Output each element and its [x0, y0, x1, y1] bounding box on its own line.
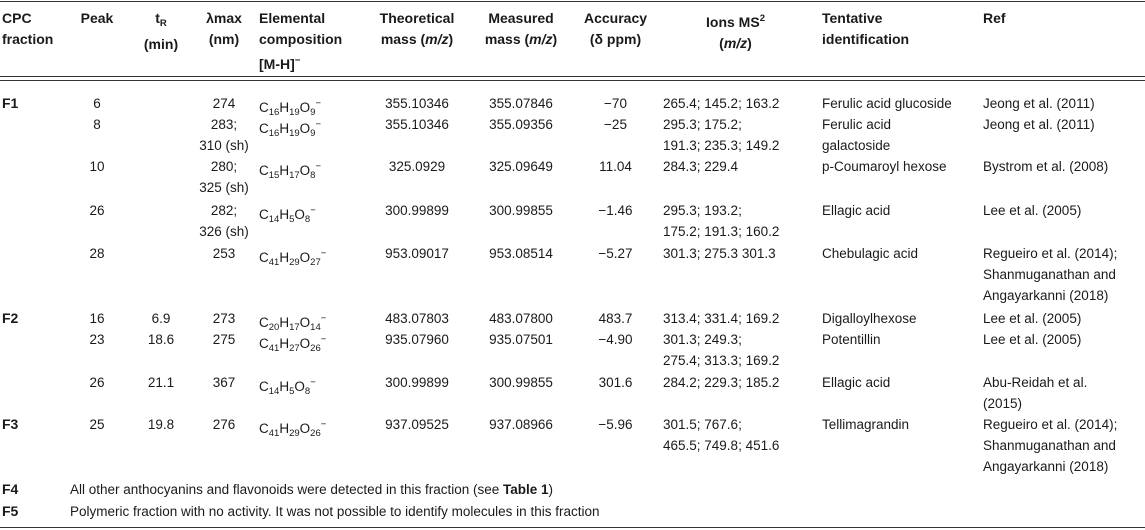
identification-cell	[822, 329, 978, 350]
theoretical-mass-cell	[371, 200, 463, 221]
reference-cell	[983, 329, 1143, 350]
formula-count: 29	[289, 428, 300, 439]
note-fraction	[2, 501, 64, 522]
accuracy-cell	[572, 200, 659, 221]
measured-mass-cell-line: 953.08514	[489, 246, 553, 261]
lambda-max-cell-line: 273	[212, 311, 236, 326]
formula-count: 17	[289, 322, 300, 333]
peak-cell-line: 16	[89, 311, 105, 326]
lambda-max-cell-line: 282;	[210, 203, 238, 218]
ions-ms2-cell	[663, 114, 808, 156]
ions-ms2-cell	[663, 200, 808, 242]
formula-element: C	[259, 250, 269, 265]
theoretical-mass-cell-line: 953.09017	[385, 246, 449, 261]
formula-charge: −	[315, 161, 322, 172]
reference-cell-line: Lee et al. (2005)	[983, 203, 1082, 218]
cpc-fraction	[2, 414, 64, 435]
header-ref	[983, 8, 1143, 29]
lambda-max-cell-line: 253	[212, 246, 236, 261]
identification-cell	[822, 156, 978, 177]
retention-time-cell-line: 19.8	[147, 417, 175, 432]
peak-cell	[66, 200, 128, 221]
header-peak	[66, 8, 128, 29]
formula-count: 14	[268, 214, 280, 225]
header-rule	[0, 76, 1145, 77]
formula-element: H	[279, 100, 290, 115]
retention-time-cell	[130, 308, 192, 329]
formula-charge: −	[320, 248, 327, 259]
formula-cell	[259, 114, 369, 144]
formula-count: 8	[304, 214, 311, 225]
formula-count: 26	[310, 343, 321, 354]
ions-ms2-cell	[663, 372, 808, 393]
header-lambda	[194, 8, 254, 50]
measured-mass-cell-line: 937.08966	[489, 417, 553, 432]
ions-ms2-cell-line: 265.4; 145.2; 163.2	[663, 96, 780, 111]
formula-cell	[259, 329, 369, 359]
formula-count: 17	[289, 170, 300, 181]
peak-cell	[66, 329, 128, 350]
identification-cell-line: galactoside	[822, 138, 891, 153]
peak-cell-line: 10	[89, 159, 105, 174]
reference-cell-line: Abu-Reidah et al.	[983, 375, 1088, 390]
measured-mass-cell-line: 300.99855	[489, 203, 553, 218]
formula-charge: −	[320, 313, 327, 324]
peak-cell	[66, 156, 128, 177]
retention-time-cell-line: 6.9	[151, 311, 171, 326]
reference-cell	[983, 372, 1143, 414]
ions-ms2-cell-line: 284.3; 229.4	[663, 159, 739, 174]
measured-mass-cell-line: 325.09649	[489, 159, 553, 174]
note-fraction-line: F5	[2, 503, 19, 519]
ions-ms2-cell	[663, 414, 808, 456]
header-text: fraction	[2, 31, 54, 47]
header-text: (nm)	[208, 31, 240, 47]
bottom-rule	[0, 527, 1145, 528]
reference-cell	[983, 156, 1143, 177]
header-text-italic: m/z	[529, 31, 553, 47]
cpc-fraction-line: F1	[2, 95, 19, 111]
ions-ms2-cell-line: 301.3; 275.3 301.3	[663, 246, 776, 261]
formula-charge: −	[320, 334, 327, 345]
peak-cell-line: 23	[89, 332, 105, 347]
ions-ms2-cell	[663, 93, 808, 114]
formula-count: 14	[268, 386, 280, 397]
accuracy-cell	[572, 156, 659, 177]
measured-mass-cell	[475, 372, 567, 393]
ions-ms2-cell-line: 301.3; 249.3;	[663, 332, 742, 347]
formula-element: H	[279, 379, 290, 394]
note-text	[70, 501, 599, 522]
formula-element: O	[294, 207, 305, 222]
theoretical-mass-cell	[371, 156, 463, 177]
retention-time-cell-line: 18.6	[147, 332, 175, 347]
peak-cell-line: 26	[89, 203, 105, 218]
formula-element: O	[299, 250, 311, 265]
identification-cell-line: Ellagic acid	[822, 203, 891, 218]
formula-count: 8	[310, 170, 316, 181]
formula-cell	[259, 243, 369, 273]
ions-ms2-cell-line: 295.3; 175.2;	[663, 117, 742, 132]
theoretical-mass-cell	[371, 114, 463, 135]
formula-count: 14	[310, 322, 321, 333]
formula-element: O	[299, 163, 311, 178]
reference-cell	[983, 243, 1143, 306]
theoretical-mass-cell-line: 355.10346	[385, 96, 449, 111]
measured-mass-cell	[475, 329, 567, 350]
formula-count: 16	[268, 128, 280, 139]
header-ions	[663, 8, 808, 54]
theoretical-mass-cell-line: 483.07803	[385, 311, 449, 326]
identification-cell-line: Chebulagic acid	[822, 246, 919, 261]
accuracy-cell-line: −5.27	[598, 246, 633, 261]
note-text-tail: )	[548, 482, 554, 497]
identification-cell-line: Ferulic acid glucoside	[822, 96, 952, 111]
formula-charge: −	[310, 205, 316, 216]
lambda-max-cell	[194, 156, 254, 198]
ions-ms2-cell-line: 295.3; 193.2;	[663, 203, 742, 218]
accuracy-cell-line: −5.96	[598, 417, 633, 432]
reference-cell-line: Shanmuganathan and	[983, 267, 1116, 282]
accuracy-cell-line: −70	[604, 96, 627, 111]
formula-charge: −	[310, 377, 316, 388]
measured-mass-cell-line: 355.07846	[489, 96, 553, 111]
ions-ms2-cell	[663, 308, 808, 329]
peak-cell	[66, 372, 128, 393]
reference-cell	[983, 308, 1143, 329]
lambda-max-cell-line: 325 (sh)	[199, 180, 249, 195]
header-text: identification	[822, 31, 910, 47]
reference-cell-line: (2015)	[983, 396, 1023, 411]
formula-count: 19	[289, 128, 300, 139]
reference-cell-line: Regueiro et al. (2014);	[983, 246, 1118, 261]
header-accuracy	[572, 8, 659, 50]
accuracy-cell-line: −1.46	[598, 203, 633, 218]
formula-count: 41	[268, 257, 280, 268]
lambda-max-cell-line: 276	[212, 417, 236, 432]
formula-charge: −	[320, 419, 327, 430]
lambda-max-cell-line: 326 (sh)	[199, 224, 249, 239]
formula-count: 27	[310, 257, 321, 268]
reference-cell-line: Shanmuganathan and	[983, 438, 1116, 453]
measured-mass-cell	[475, 414, 567, 435]
ions-ms2-cell	[663, 243, 808, 264]
header-text: )	[448, 31, 454, 47]
header-superscript: −	[294, 55, 301, 66]
header-text: Ref	[983, 10, 1006, 26]
formula-cell	[259, 372, 369, 402]
theoretical-mass-cell	[371, 93, 463, 114]
header-text-italic: m/z	[425, 31, 449, 47]
accuracy-cell-line: 483.7	[598, 311, 633, 326]
formula-element: O	[299, 121, 311, 136]
formula-element: C	[259, 421, 269, 436]
formula-element: O	[299, 100, 311, 115]
header-text: λmax	[206, 10, 242, 26]
peak-cell-line: 6	[93, 96, 101, 111]
formula-count: 9	[310, 107, 316, 118]
reference-cell-line: Jeong et al. (2011)	[983, 96, 1095, 111]
measured-mass-cell	[475, 114, 567, 135]
formula-element: H	[279, 315, 290, 330]
reference-cell	[983, 414, 1143, 477]
accuracy-cell	[572, 243, 659, 264]
retention-time-cell	[130, 372, 192, 393]
identification-cell	[822, 372, 978, 393]
header-superscript: 2	[759, 13, 765, 24]
measured-mass-cell	[475, 243, 567, 264]
ions-ms2-cell	[663, 156, 808, 177]
lambda-max-cell-line: 367	[212, 375, 236, 390]
formula-element: C	[259, 121, 269, 136]
formula-element: O	[299, 421, 311, 436]
top-rule	[0, 1, 1145, 2]
identification-cell	[822, 308, 978, 329]
identification-cell	[822, 93, 978, 114]
peak-cell	[66, 243, 128, 264]
theoretical-mass-cell-line: 935.07960	[385, 332, 449, 347]
identification-cell-line: Digalloylhexose	[822, 311, 917, 326]
header-text: (	[719, 35, 724, 51]
cpc-fraction-line: F2	[2, 310, 19, 326]
formula-element: H	[279, 336, 290, 351]
reference-cell	[983, 93, 1143, 114]
identification-cell-line: Potentillin	[822, 332, 881, 347]
accuracy-cell-line: −4.90	[598, 332, 633, 347]
identification-cell	[822, 414, 978, 435]
accuracy-cell-line: 301.6	[598, 375, 633, 390]
ions-ms2-cell-line: 275.4; 313.3; 169.2	[663, 353, 780, 368]
header-text: composition	[259, 31, 343, 47]
theoretical-mass-cell-line: 300.99899	[385, 203, 449, 218]
header-text: Elemental	[259, 10, 326, 26]
formula-cell	[259, 414, 369, 444]
measured-mass-cell	[475, 308, 567, 329]
identification-cell-line: p-Coumaroyl hexose	[822, 159, 947, 174]
formula-element: O	[299, 315, 311, 330]
lambda-max-cell	[194, 414, 254, 435]
measured-mass-cell-line: 935.07501	[489, 332, 553, 347]
accuracy-cell	[572, 414, 659, 435]
retention-time-cell	[130, 329, 192, 350]
header-text: t	[155, 10, 160, 26]
ions-ms2-cell-line: 284.2; 229.3; 185.2	[663, 375, 780, 390]
theoretical-mass-cell	[371, 329, 463, 350]
peak-cell	[66, 114, 128, 135]
reference-cell	[983, 114, 1143, 135]
theoretical-mass-cell-line: 937.09525	[385, 417, 449, 432]
header-text: mass (	[484, 31, 530, 47]
formula-count: 19	[289, 107, 300, 118]
formula-count: 8	[304, 386, 311, 397]
accuracy-cell-line: −25	[604, 117, 627, 132]
formula-charge: −	[315, 119, 322, 130]
peak-cell	[66, 414, 128, 435]
reference-cell-line: Jeong et al. (2011)	[983, 117, 1095, 132]
header-text: mass (	[380, 31, 426, 47]
header-text: [M-H]	[259, 56, 295, 72]
theoretical-mass-cell-line: 355.10346	[385, 117, 449, 132]
ions-ms2-cell-line: 465.5; 749.8; 451.6	[663, 438, 780, 453]
formula-count: 9	[310, 128, 316, 139]
formula-charge: −	[315, 98, 322, 109]
note-text	[70, 479, 553, 500]
theoretical-mass-cell-line: 325.0929	[388, 159, 446, 174]
peak-cell	[66, 308, 128, 329]
formula-element: H	[279, 121, 290, 136]
identification-cell	[822, 243, 978, 264]
measured-mass-cell-line: 300.99855	[489, 375, 553, 390]
cpc-fraction	[2, 93, 64, 114]
formula-element: O	[294, 379, 305, 394]
lambda-max-cell-line: 280;	[210, 159, 238, 174]
header-cpc-fraction	[2, 8, 64, 50]
retention-time-cell-line: 21.1	[147, 375, 175, 390]
formula-element: C	[259, 207, 269, 222]
formula-element: H	[279, 163, 290, 178]
header-text: Measured	[488, 10, 554, 26]
accuracy-cell	[572, 329, 659, 350]
lambda-max-cell-line: 274	[212, 96, 236, 111]
header-text: Theoretical	[379, 10, 455, 26]
ions-ms2-cell-line: 191.3; 235.3; 149.2	[663, 138, 780, 153]
header-elemental	[259, 8, 369, 75]
lambda-max-cell	[194, 200, 254, 242]
identification-cell	[822, 114, 978, 156]
header-text: )	[747, 35, 752, 51]
header-text: (δ ppm)	[589, 31, 642, 47]
header-tr	[130, 8, 192, 55]
header-text: Ions MS	[706, 14, 760, 30]
measured-mass-cell	[475, 93, 567, 114]
theoretical-mass-cell-line: 300.99899	[385, 375, 449, 390]
ions-ms2-cell-line: 313.4; 331.4; 169.2	[663, 311, 780, 326]
reference-cell	[983, 200, 1143, 221]
formula-element: C	[259, 163, 269, 178]
header-tentative	[822, 8, 978, 50]
peak-cell-line: 26	[89, 375, 105, 390]
measured-mass-cell-line: 355.09356	[489, 117, 553, 132]
cpc-fraction-line: F3	[2, 416, 19, 432]
lambda-max-cell	[194, 329, 254, 350]
identification-cell-line: Tellimagrandin	[822, 417, 910, 432]
header-text: (min)	[143, 36, 179, 52]
lambda-max-cell	[194, 114, 254, 156]
formula-element: C	[259, 379, 269, 394]
note-text-main: All other anthocyanins and flavonoids were detected in this fraction (see	[70, 482, 504, 497]
header-measured	[475, 8, 567, 50]
retention-time-cell	[130, 414, 192, 435]
formula-element: H	[279, 207, 290, 222]
peak-cell-line: 28	[89, 246, 105, 261]
header-text: )	[552, 31, 558, 47]
formula-count: 16	[268, 107, 280, 118]
reference-cell-line: Angayarkanni (2018)	[983, 459, 1109, 474]
formula-count: 5	[289, 386, 295, 397]
accuracy-cell	[572, 93, 659, 114]
cpc-fraction	[2, 308, 64, 329]
header-text: Accuracy	[583, 10, 648, 26]
ions-ms2-cell-line: 175.2; 191.3; 160.2	[663, 224, 780, 239]
peak-cell	[66, 93, 128, 114]
formula-cell	[259, 200, 369, 230]
header-text: Tentative	[822, 10, 883, 26]
formula-element: H	[279, 421, 290, 436]
lambda-max-cell	[194, 372, 254, 393]
formula-count: 26	[310, 428, 321, 439]
formula-count: 29	[289, 257, 300, 268]
accuracy-cell-line: 11.04	[599, 159, 632, 174]
formula-element: O	[299, 336, 311, 351]
identification-cell-line: Ferulic acid	[822, 117, 892, 132]
formula-cell	[259, 156, 369, 186]
lambda-max-cell	[194, 243, 254, 264]
note-fraction-line: F4	[2, 481, 19, 497]
accuracy-cell	[572, 372, 659, 393]
measured-mass-cell	[475, 200, 567, 221]
theoretical-mass-cell	[371, 308, 463, 329]
peak-cell-line: 25	[89, 417, 105, 432]
header-text: CPC	[2, 10, 32, 26]
formula-count: 15	[268, 170, 280, 181]
peak-cell-line: 8	[93, 117, 101, 132]
formula-element: H	[279, 250, 290, 265]
formula-count: 27	[289, 343, 300, 354]
reference-cell-line: Angayarkanni (2018)	[983, 288, 1109, 303]
header-theoretical	[371, 8, 463, 50]
lambda-max-cell	[194, 308, 254, 329]
accuracy-cell	[572, 114, 659, 135]
formula-count: 41	[268, 343, 280, 354]
ions-ms2-cell	[663, 329, 808, 371]
reference-cell-line: Lee et al. (2005)	[983, 311, 1082, 326]
formula-count: 20	[268, 322, 280, 333]
note-text-main: Polymeric fraction with no activity. It was not possible to identify molecules in this fraction	[70, 504, 600, 519]
theoretical-mass-cell	[371, 414, 463, 435]
measured-mass-cell	[475, 156, 567, 177]
identification-cell	[822, 200, 978, 221]
formula-element: C	[259, 315, 269, 330]
header-text-italic: m/z	[723, 35, 748, 51]
measured-mass-cell-line: 483.07800	[489, 311, 553, 326]
header-text: Peak	[80, 10, 114, 26]
theoretical-mass-cell	[371, 372, 463, 393]
lambda-max-cell-line: 275	[212, 332, 236, 347]
reference-cell-line: Regueiro et al. (2014);	[983, 417, 1118, 432]
theoretical-mass-cell	[371, 243, 463, 264]
formula-element: C	[259, 100, 269, 115]
accuracy-cell	[572, 308, 659, 329]
lambda-max-cell-line: 310 (sh)	[199, 138, 249, 153]
lambda-max-cell	[194, 93, 254, 114]
reference-cell-line: Lee et al. (2005)	[983, 332, 1082, 347]
header-subscript: R	[159, 18, 167, 29]
note-text-bold: Table 1	[503, 482, 549, 497]
reference-cell-line: Bystrom et al. (2008)	[983, 159, 1109, 174]
header-rule-2	[0, 80, 1145, 81]
lambda-max-cell-line: 283;	[210, 117, 238, 132]
formula-element: C	[259, 336, 269, 351]
ions-ms2-cell-line: 301.5; 767.6;	[663, 417, 742, 432]
identification-cell-line: Ellagic acid	[822, 375, 891, 390]
formula-count: 5	[289, 214, 295, 225]
formula-count: 41	[268, 428, 280, 439]
note-fraction	[2, 479, 64, 500]
